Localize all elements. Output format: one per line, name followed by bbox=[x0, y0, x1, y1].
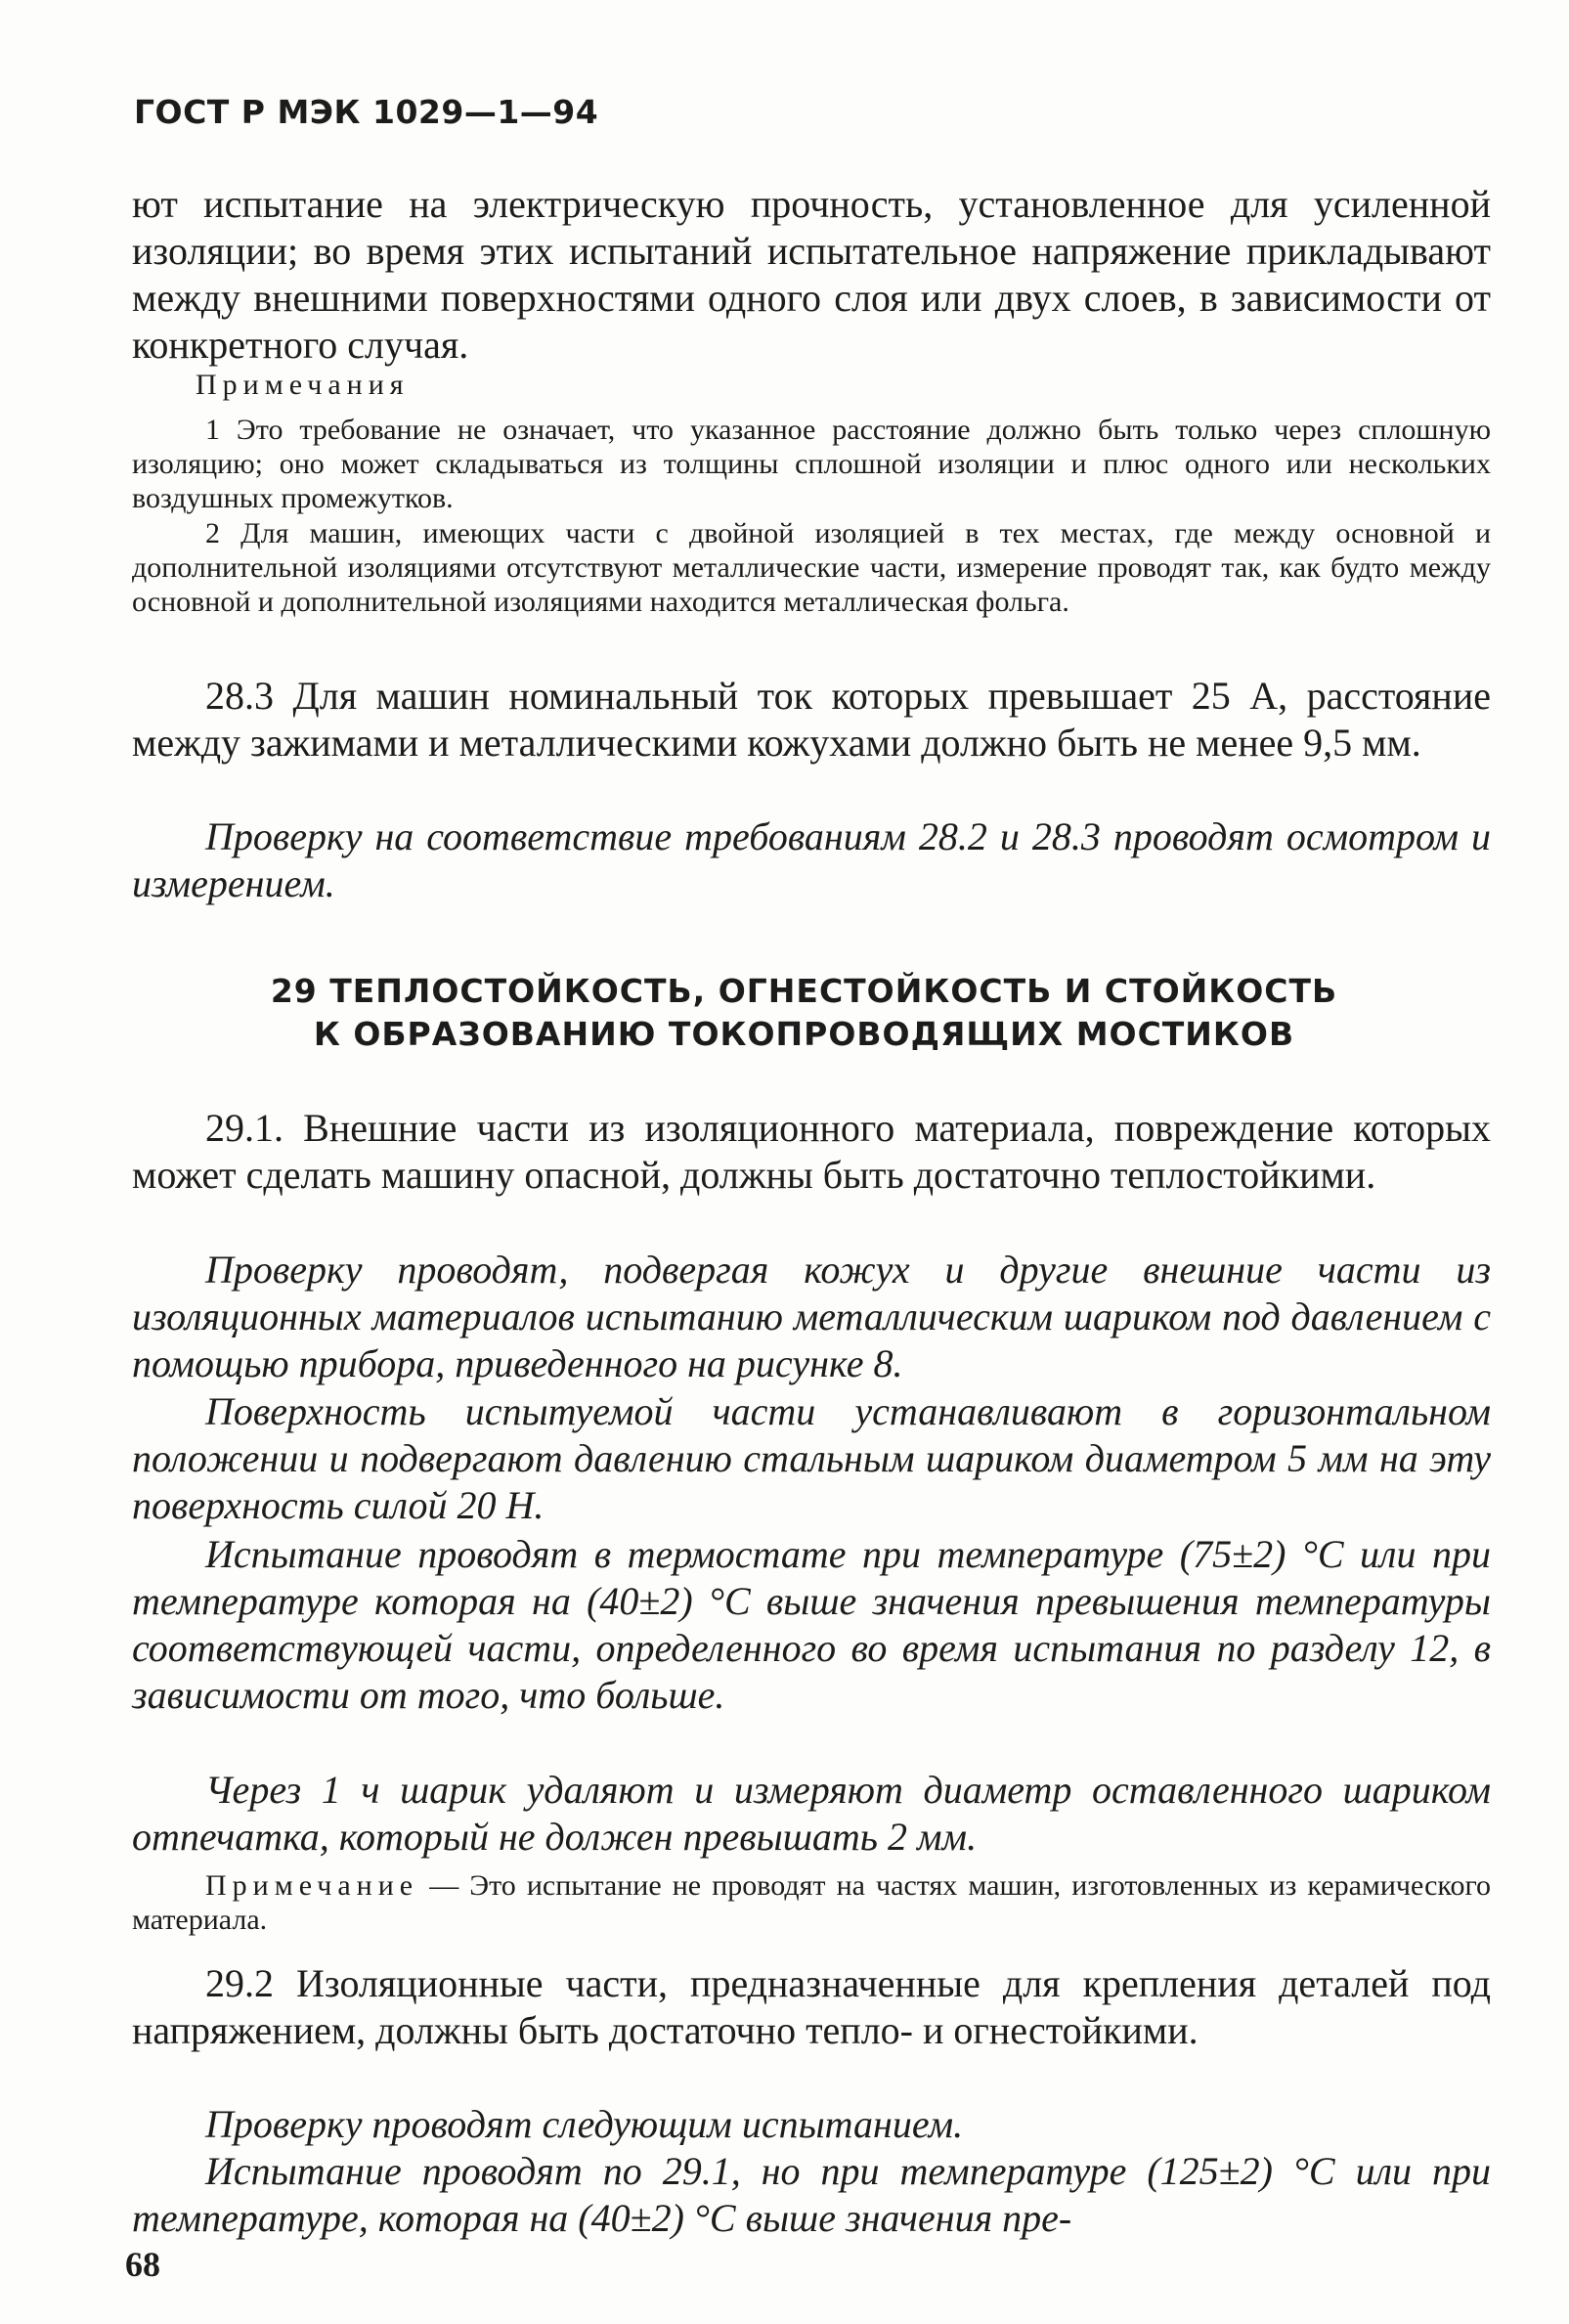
clause-29-1: 29.1. Внешние части из изоляционного материала, повреждение которых может сделать машину опасной, должны быть достаточно теплостойкими. bbox=[132, 1106, 1491, 1197]
clause-29-1-surface: Поверхность испытуемой части устанавливают в горизонтальном положении и подвергают давлению стальным шариком диаметром 5 мм на эту поверхность силой 20 Н. bbox=[132, 1389, 1491, 1527]
clause-28-check: Проверку на соответствие требованиям 28.2 и 28.3 проводят осмотром и измерением. bbox=[132, 814, 1491, 905]
clause-29-2: 29.2 Изоляционные части, предназначенные для крепления деталей под напряжением, должны быть достаточно тепло- и огнестойкими. bbox=[132, 1961, 1491, 2052]
page-number: 68 bbox=[125, 2245, 160, 2284]
clause-29-2-check: Проверку проводят следующим испытанием. bbox=[205, 2102, 964, 2146]
document-page bbox=[122, 68, 1491, 2307]
notes-heading: Примечания bbox=[196, 369, 410, 401]
clause-29-1-after: Через 1 ч шарик удаляют и измеряют диаметр оставленного шариком отпечатка, который не должен превышать 2 мм. bbox=[132, 1768, 1491, 1859]
note-2: 2 Для машин, имеющих части с двойной изоляцией в тех местах, где между основной и дополнительной изоляциями отсутствуют металлические части, измерение проводят так, как будто между основной и дополнительной изоляциями находится металлическая фольга. bbox=[132, 517, 1491, 618]
note-ceramic: Примечание — Это испытание не проводят на частях машин, изготовленных из керамического материала. bbox=[132, 1869, 1491, 1936]
clause-29-2-test: Испытание проводят по 29.1, но при температуре (125±2) °С или при температуре, которая на (40±2) °С выше значения пре- bbox=[132, 2149, 1491, 2240]
section-title-line-1: 29 ТЕПЛОСТОЙКОСТЬ, ОГНЕСТОЙКОСТЬ И СТОЙКОСТЬ bbox=[270, 972, 1338, 1010]
note-1: 1 Это требование не означает, что указанное расстояние должно быть только через сплошную изоляцию; оно может складываться из толщины сплошной изоляции и плюс одного или нескольких воздушных промежутков. bbox=[132, 414, 1491, 514]
section-29-title bbox=[122, 970, 1486, 1056]
clause-29-1-check: Проверку проводят, подвергая кожух и другие внешние части из изоляционных материалов испытанию металлическим шариком под давлением с помощью прибора, приведенного на рисунке 8. bbox=[132, 1248, 1491, 1385]
document-header: ГОСТ Р МЭК 1029—1—94 bbox=[134, 93, 599, 131]
paragraph-continuation: ют испытание на электрическую прочность, установленное для усиленной изоляции; во время этих испытаний испытательное напряжение прикладывают между внешними поверхностями одного слоя или двух слоев, в зависимости от конкретного случая. bbox=[132, 182, 1491, 367]
clause-29-1-test: Испытание проводят в термостате при температуре (75±2) °С или при температуре которая на (40±2) °С выше значения превышения температуры соответствующей части, определенного во время испытания по разделу 12, в зависимости от того, что больше. bbox=[132, 1532, 1491, 1717]
clause-28-3: 28.3 Для машин номинальный ток которых превышает 25 А, расстояние между зажимами и металлическими кожухами должно быть не менее 9,5 мм. bbox=[132, 674, 1491, 765]
section-title-line-2: К ОБРАЗОВАНИЮ ТОКОПРОВОДЯЩИХ МОСТИКОВ bbox=[313, 1015, 1295, 1053]
